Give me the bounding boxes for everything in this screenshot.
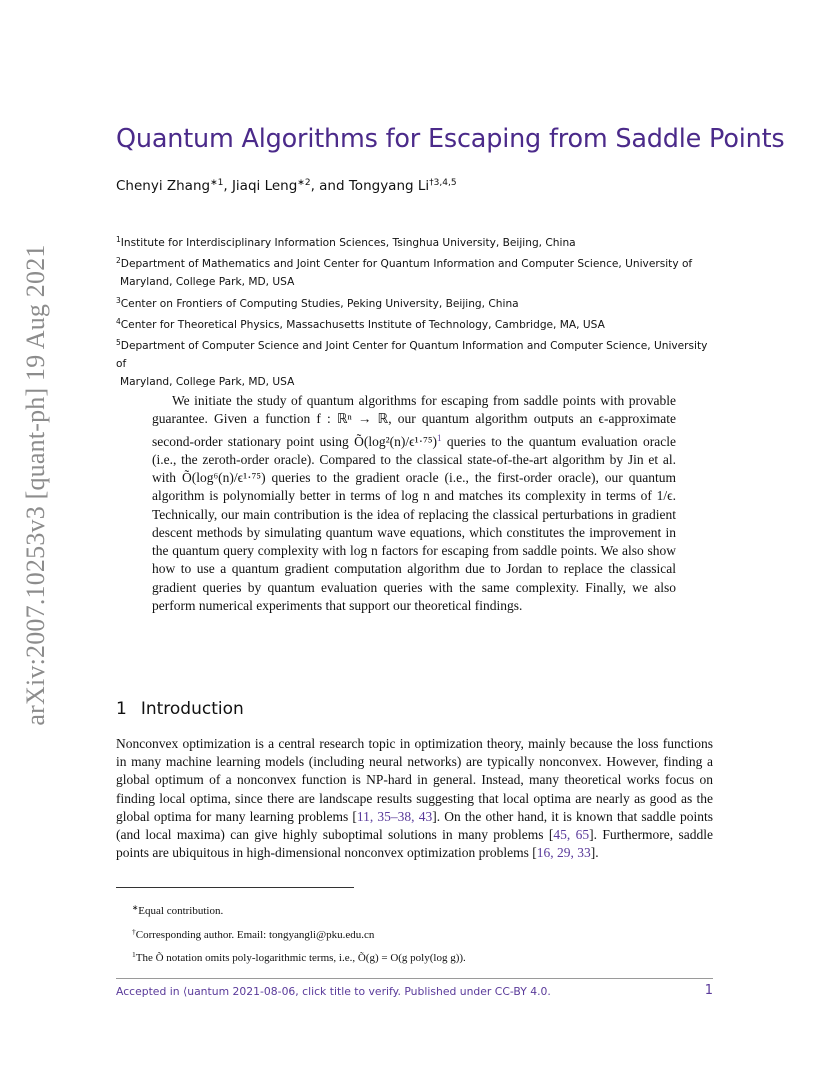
- abstract-paragraph: [152, 392, 676, 615]
- affiliation: [116, 334, 716, 392]
- citation-link[interactable]: 11, 35–38, 43: [356, 808, 433, 824]
- section-number: 1: [116, 699, 127, 719]
- body-text: ].: [590, 845, 599, 861]
- arxiv-stamp: [18, 244, 54, 726]
- affiliation-text: Department of Computer Science and Joint Center for Quantum Information and Computer Science, University of: [116, 340, 708, 371]
- footer-prefix: Accepted in: [116, 985, 184, 998]
- footnote-mark: ∗: [132, 903, 139, 912]
- author-separator: , and: [310, 178, 349, 194]
- section-heading: [116, 699, 244, 719]
- footnote-text: The Õ notation omits poly-logarithmic terms, i.e., Õ(g) = O(g poly(log g)).: [135, 952, 466, 964]
- affiliation-text: Institute for Interdisciplinary Information Sciences, Tsinghua University, Beijing, China: [120, 237, 576, 249]
- section-title: Introduction: [140, 699, 244, 719]
- affiliation: [116, 231, 716, 252]
- abstract-text: We initiate the study of quantum algorithms for escaping from saddle points with provable guarantee. Given a function f : ℝⁿ → ℝ, our quantum algorithm outputs an ϵ-approximate second-order stationary point using Õ(log²(n)/ϵ¹·⁷⁵): [152, 393, 676, 449]
- author-name: Chenyi Zhang: [116, 178, 211, 194]
- publication-notice[interactable]: [116, 985, 551, 998]
- body-text: ]. On the other hand, it is known that saddle points (and local maxima) can give highly suboptimal solutions in many problems [: [116, 808, 713, 843]
- footnote: [132, 922, 712, 946]
- footnote-list: [132, 898, 712, 969]
- citation-link[interactable]: 45, 65: [553, 827, 590, 843]
- footnote-text: Corresponding author. Email: tongyangli@pku.edu.cn: [135, 928, 375, 941]
- footer-divider: [116, 978, 713, 979]
- affiliation-number: 1: [116, 235, 121, 244]
- paper-title[interactable]: Quantum Algorithms for Escaping from Saddle Points: [116, 124, 785, 154]
- footnote-mark: †: [132, 926, 136, 936]
- affiliation-number: 2: [116, 256, 121, 266]
- affiliation-continuation: Maryland, College Park, MD, USA: [120, 376, 295, 389]
- footnote-link[interactable]: 1: [437, 432, 442, 443]
- affiliation-number: 5: [116, 338, 121, 348]
- quantum-logo: ⟨uantum: [183, 985, 230, 998]
- footer-suffix: 2021-08-06, click title to verify. Published under CC-BY 4.0.: [229, 985, 551, 998]
- author-list: [116, 178, 457, 194]
- body-text: Nonconvex optimization is a central research topic in optimization theory, mainly because the loss functions in many machine learning models (including neural networks) are typically nonconvex. However, finding a global optimum of a nonconvex function is NP-hard in general. Instead, many theoretical works focus on finding local optima, since there are landscape results suggesting that local optima are nearly as good as the global optima for many learning problems [: [116, 736, 713, 824]
- body-text: ]. Furthermore, saddle points are ubiquitous in high-dimensional nonconvex optimization problems [: [116, 827, 713, 861]
- affiliation-number: 3: [116, 295, 121, 305]
- introduction-body: [116, 735, 713, 862]
- affiliation: [116, 252, 716, 291]
- affiliation-continuation: Maryland, College Park, MD, USA: [120, 276, 295, 289]
- footnote: [132, 945, 712, 969]
- affiliation: [116, 292, 716, 313]
- footnote-mark: 1: [132, 950, 136, 959]
- footnote: [132, 898, 712, 922]
- author-mark: ∗2: [297, 178, 311, 188]
- page-number: 1: [704, 983, 713, 998]
- author-name: Jiaqi Leng: [231, 178, 298, 194]
- author-separator: ,: [223, 178, 232, 194]
- citation-link[interactable]: 16, 29, 33: [536, 845, 591, 861]
- footnote-text: Equal contribution.: [138, 905, 224, 917]
- author-mark: ∗1: [210, 178, 224, 188]
- affiliation-text: Center for Theoretical Physics, Massachusetts Institute of Technology, Cambridge, MA, USA: [120, 318, 605, 331]
- footnote-divider: [116, 887, 354, 888]
- author-mark: †3,4,5: [429, 178, 457, 188]
- abstract-text: queries to the quantum evaluation oracle (i.e., the zeroth-order oracle). Compared to the classical state-of-the-art algorithm by Jin et al. with Õ(log⁶(n)/ϵ¹·⁷⁵) queries to the gradient oracle (i.e., the first-order oracle), our quantum algorithm is polynomially better in terms of log n and matches its complexity in terms of 1/ϵ. Technically, our main contribution is the idea of replacing the classical perturbations in gradient descent methods by simulating quantum wave equations, which constitutes the improvement in the quantum query complexity with log n factors for escaping from saddle points. We also show how to use a quantum gradient computation algorithm due to Jordan to replace the classical gradient queries by quantum evaluation queries with the same complexity. Finally, we also perform numerical experiments that support our theoretical findings.: [152, 433, 676, 613]
- affiliation-text: Department of Mathematics and Joint Center for Quantum Information and Computer Science, University of: [120, 258, 693, 271]
- author-name: Tongyang Li: [348, 178, 430, 194]
- abstract: [152, 392, 676, 615]
- intro-paragraph: [116, 735, 713, 862]
- page-footer: [116, 985, 713, 1001]
- arxiv-identifier: arXiv:2007.10253v3 [quant-ph] 19 Aug 2021: [21, 244, 50, 726]
- affiliation: [116, 313, 716, 334]
- affiliation-text: Center on Frontiers of Computing Studies, Peking University, Beijing, China: [120, 297, 519, 310]
- affiliation-list: [116, 231, 716, 392]
- affiliation-number: 4: [116, 316, 121, 326]
